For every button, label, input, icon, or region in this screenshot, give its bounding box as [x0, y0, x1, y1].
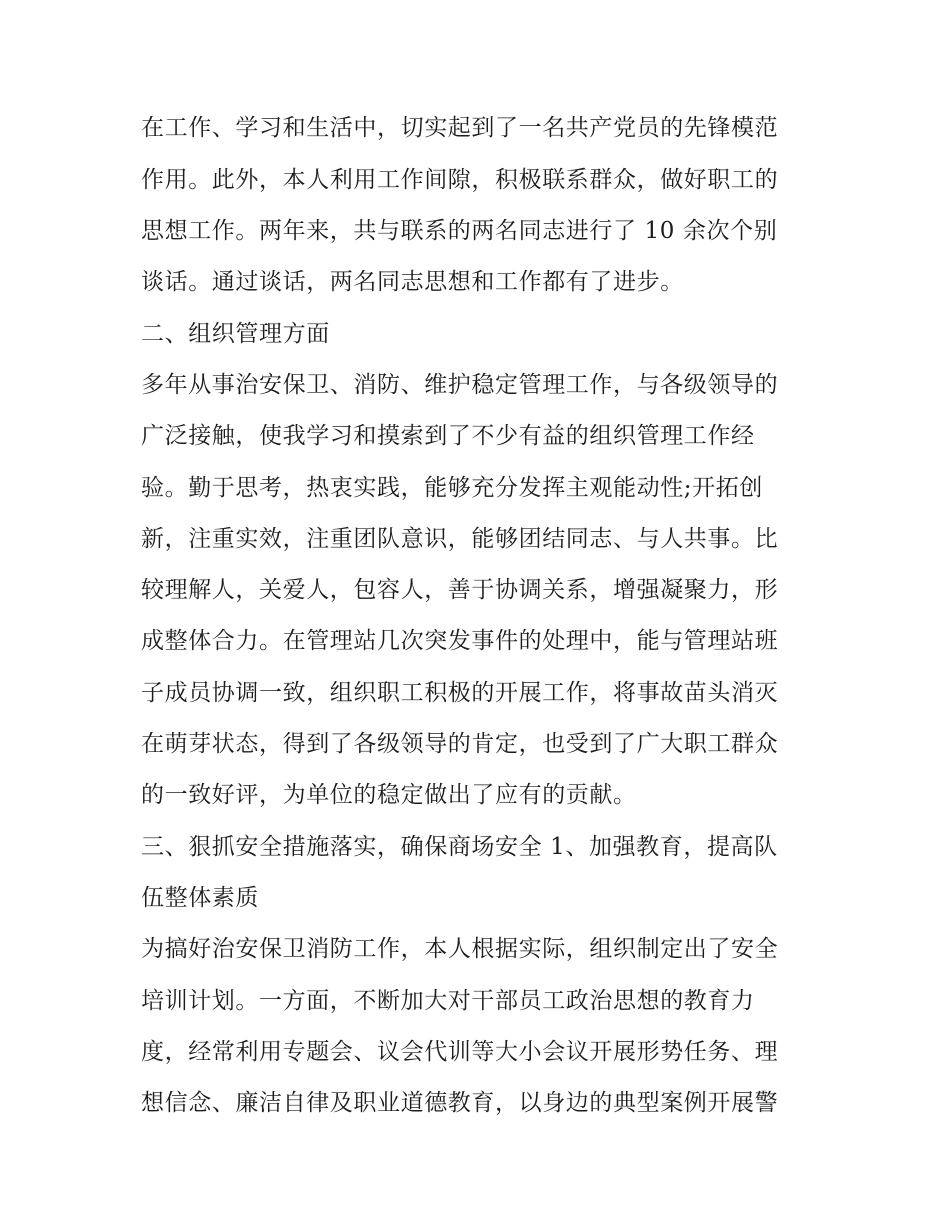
text-line: 新，注重实效，注重团队意识，能够团结同志、与人共事。比: [141, 526, 779, 552]
text-line: 多年从事治安保卫、消防、维护稳定管理工作，与各级领导的: [141, 372, 779, 398]
text-line: 子成员协调一致，组织职工积极的开展工作，将事故苗头消灭: [141, 680, 779, 706]
text-line: 在萌芽状态，得到了各级领导的肯定，也受到了广大职工群众: [141, 731, 779, 757]
text-line: 验。勤于思考，热衷实践，能够充分发挥主观能动性;开拓创: [141, 475, 763, 501]
section-heading: 二、组织管理方面: [141, 321, 330, 347]
text-line: 在工作、学习和生活中，切实起到了一名共产党员的先锋模范: [141, 115, 779, 141]
section-heading: 三、狠抓安全措施落实，确保商场安全 1、加强教育，提高队: [141, 834, 778, 860]
text-line: 度，经常利用专题会、议会代训等大小会议开展形势任务、理: [141, 1039, 779, 1065]
text-line: 较理解人，关爱人，包容人，善于协调关系，增强凝聚力，形: [141, 577, 779, 603]
text-line: 培训计划。一方面，不断加大对干部员工政治思想的教育力: [141, 988, 755, 1014]
text-line: 的一致好评，为单位的稳定做出了应有的贡献。: [141, 782, 637, 808]
text-line: 广泛接触，使我学习和摸索到了不少有益的组织管理工作经: [141, 423, 755, 449]
text-line: 成整体合力。在管理站几次突发事件的处理中，能与管理站班: [141, 628, 779, 654]
text-line: 思想工作。两年来，共与联系的两名同志进行了 10 余次个别: [141, 218, 778, 244]
text-line: 为搞好治安保卫消防工作，本人根据实际，组织制定出了安全: [141, 936, 779, 962]
text-line: 作用。此外，本人利用工作间隙，积极联系群众，做好职工的: [141, 167, 779, 193]
text-line: 想信念、廉洁自律及职业道德教育，以身边的典型案例开展警: [141, 1090, 779, 1116]
text-line: 谈话。通过谈话，两名同志思想和工作都有了进步。: [141, 269, 684, 295]
section-heading-continued: 伍整体素质: [141, 885, 259, 911]
